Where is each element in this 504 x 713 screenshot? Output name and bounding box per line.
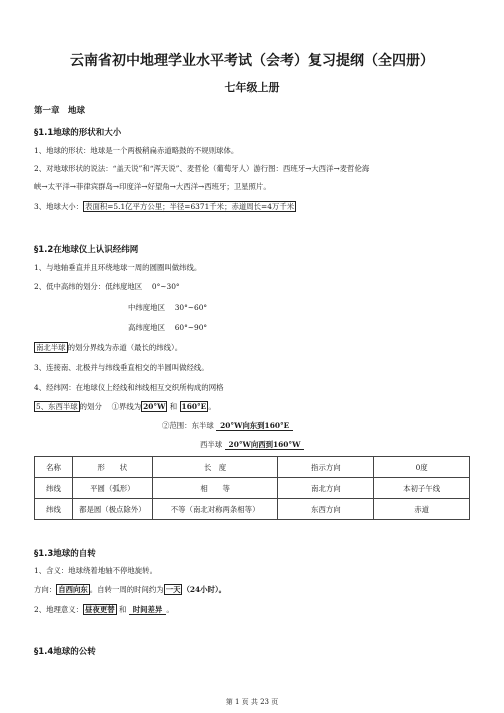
- section-heading-1-3: §1.3地球的自转: [34, 549, 96, 559]
- table-header-cell: 长 度: [152, 457, 278, 478]
- text: 的划分 ①界线为: [79, 402, 142, 411]
- table-cell: 本初子午线: [374, 478, 470, 499]
- chapter-heading: 第一章 地球: [34, 106, 86, 116]
- table-cell: 都是圆（极点除外）: [72, 499, 152, 520]
- table-cell: 赤道: [374, 499, 470, 520]
- paragraph: [34, 605, 174, 615]
- paragraph: 4、经纬网：在地球仪上经线和纬线相互交织所构成的网格: [34, 383, 224, 392]
- paragraph: 1、地球的形状：地球是一个两极稍扁赤道略鼓的不规则球体。: [34, 146, 239, 155]
- paragraph: 峡→太平洋→菲律宾群岛→印度洋→好望角→大西洋→西班牙；卫星照片。: [34, 182, 271, 191]
- document-subtitle: 七年级上册: [224, 81, 280, 94]
- paragraph: 2、低中高纬的划分：低纬度地区 0°~30°: [34, 282, 180, 291]
- table-cell: 不等（南北对称两条相等）: [152, 499, 278, 520]
- table-cell: 南北方向: [278, 478, 374, 499]
- table-header-cell: 形 状: [72, 457, 152, 478]
- boxed-term: 南北半球: [36, 343, 66, 352]
- boxed-answer: 自西向东: [58, 585, 88, 594]
- table-cell: 平圆（弧形）: [72, 478, 152, 499]
- section-heading-1-4: §1.4地球的公转: [34, 647, 96, 657]
- text: 3、地球大小：: [34, 202, 84, 211]
- paragraph: [34, 585, 226, 595]
- table-row: [35, 478, 470, 499]
- underlined-answer: 20°W向东到160°E: [216, 421, 293, 431]
- boxed-answer: 160°E: [181, 402, 207, 411]
- text: （24小时）。: [182, 585, 227, 594]
- text: 和: [118, 605, 127, 614]
- text: 。: [166, 605, 174, 614]
- text: 和: [169, 402, 178, 411]
- page-footer: 第 1 页 共 23 页: [225, 698, 279, 706]
- paragraph: [34, 343, 182, 353]
- text: 2、地理意义：: [34, 605, 84, 614]
- section-heading-1-2: §1.2在地球仪上认识经纬网: [34, 245, 139, 255]
- table-cell: 纬线: [35, 499, 73, 520]
- boxed-answer: 昼夜更替: [85, 605, 115, 614]
- paragraph: 1、含义：地球绕着地轴不停地旋转。: [34, 566, 157, 575]
- table-header-cell: 名称: [35, 457, 73, 478]
- paragraph: [34, 202, 296, 212]
- boxed-term: 5、东西半球: [36, 402, 78, 411]
- text: ②范围：东半球: [162, 421, 214, 430]
- paragraph: [162, 421, 293, 431]
- table-cell: 纬线: [35, 478, 73, 499]
- text: 方向：: [34, 585, 57, 594]
- table-row: [35, 499, 470, 520]
- text: 。: [208, 402, 216, 411]
- document-title: 云南省初中地理学业水平考试（会考）复习提纲（全四册）: [70, 53, 434, 69]
- paragraph: 中纬度地区 30°~60°: [128, 303, 208, 312]
- table-cell: 东西方向: [278, 499, 374, 520]
- comparison-table: [34, 456, 470, 520]
- table-header-cell: 指示方向: [278, 457, 374, 478]
- table-cell: 相 等: [152, 478, 278, 499]
- paragraph: 3、连接南、北极并与纬线垂直相交的半圆叫做经线。: [34, 363, 209, 372]
- paragraph: [34, 402, 216, 412]
- text: 西半球: [200, 440, 223, 449]
- table-header-row: [35, 457, 470, 478]
- paragraph: 1、与地轴垂直并且环绕地球一周的圆圈叫做纬线。: [34, 263, 202, 272]
- boxed-answer: 一天: [165, 585, 181, 594]
- section-heading-1-1: §1.1地球的形状和大小: [34, 128, 122, 138]
- text: 。自转一周的时间约为: [89, 585, 164, 594]
- underlined-answer: 20°W向西到160°W: [225, 440, 305, 450]
- paragraph: [200, 440, 304, 450]
- text: 的划分界线为赤道（最长的纬线）。: [67, 343, 183, 352]
- boxed-answer: 20°W: [143, 402, 166, 411]
- paragraph: 2、对地球形状的说法：“盖天说”和“浑天说”、麦哲伦（葡萄牙人）游行图：西班牙→大西洋→麦哲伦海: [34, 164, 370, 173]
- paragraph: 高纬度地区 60°~90°: [128, 323, 208, 332]
- boxed-answer: 表面积=5.1亿平方公里；半径=6371千米；赤道周长=4万千米: [85, 202, 295, 211]
- underlined-answer: 时间差异: [129, 605, 167, 615]
- table-header-cell: 0度: [374, 457, 470, 478]
